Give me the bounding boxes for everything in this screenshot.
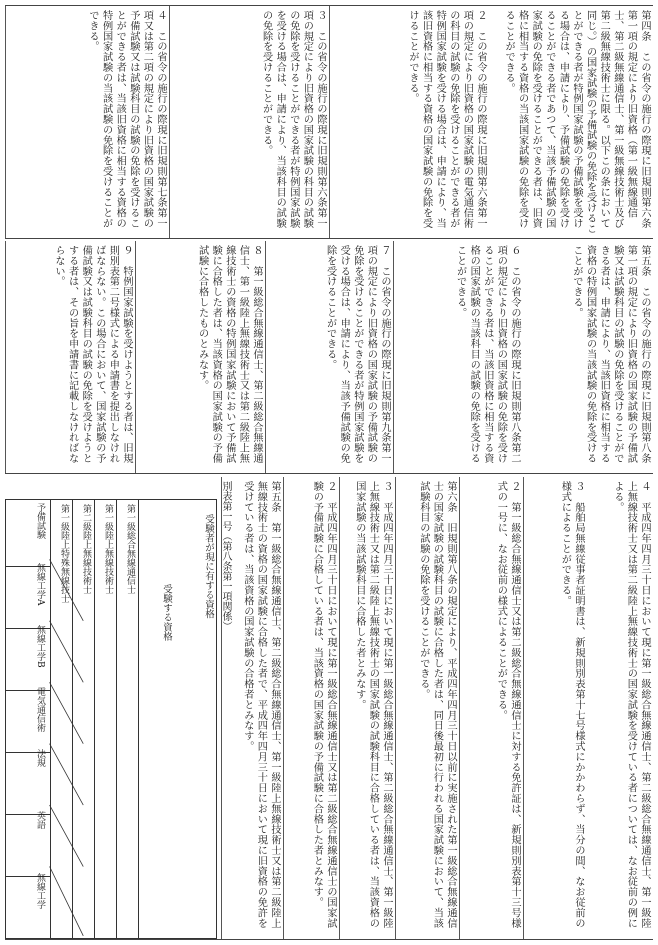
subject-cell: 無線工学A — [6, 560, 50, 629]
table-cell: 第一級総合無線通信士 — [125, 504, 135, 594]
text-column — [265, 241, 393, 473]
qualification-table — [5, 499, 217, 939]
article-paragraph: ８ 第一級総合無線通信士、第二級総合無線通信士、第一級陸上無線技術士又は第二級陸上無線技術士の資格の特例国家試験において予備試験に合格した者は、当該資格の国家試験の予備試験に合格したものとみなす。 — [196, 245, 262, 464]
bottom-section — [5, 477, 653, 940]
article-paragraph: 第五条 第一級総合無線通信士、第二級総合無線通信士、第一級陸上無線技術士又は第二級陸上無線技術士の資格の国家試験に合格した者で、平成四年四月三十日において現に旧資格の免許を受けている者は、当該資格の国家試験の合格者とみなす。 — [241, 481, 280, 929]
subject-cell: 無線工学B — [6, 622, 50, 691]
text-column — [329, 6, 489, 238]
text-column — [169, 6, 329, 238]
article-paragraph: ３ 船舶局無線従事者証明書は、新規則別表第十七号様式にかかわらず、当分の間、なお従前の様式によることができる。 — [559, 481, 584, 929]
subject-cell: 予備試験 — [6, 500, 50, 567]
article-paragraph: ３ この省令の施行の際現に旧規則第六条第一項の規定により旧資格の国家試験の科目の試験の免除を受けることができる者が特例国家試験を受ける場合は、申請により、当該科目の試験の免除を受けることができる。 — [260, 10, 326, 229]
table-header-holder: 受験者が現に有する資格 — [203, 514, 214, 619]
article-paragraph: ３ 平成四年四月三十日において現に第一級総合無線通信士、第二級総合無線通信士、第一級陸上無線技術士又は第二級陸上無線技術士の国家試験の試験科目に合格している者は、当該資格の国家試験の当該試験科目に合格した者とみなす。 — [353, 481, 392, 929]
table-diagonal-lines — [6, 500, 216, 936]
text-column — [395, 477, 459, 939]
text-column — [5, 241, 135, 473]
table-header-exam: 受験する資格 — [161, 584, 172, 641]
article-paragraph: 第六条 旧規則第八条の規定により、平成四年四月三十日以前に実施された第一級総合無線通信士の国家試験の試験科目の試験に合格した者は、同日後最初に行われる国家試験において、当該試験科目の試験の免除を受けることができる。 — [417, 481, 456, 929]
article-paragraph: ２ 第一級総合無線通信士又は第二級総合無線通信士に対する免許証は、新規則別表第十三号様式の一号に、なお従前の様式によることができる。 — [495, 481, 520, 929]
middle-section — [5, 241, 653, 474]
text-column — [459, 477, 523, 939]
table-cell: 第一級陸上無線技術士 — [103, 504, 113, 594]
article-paragraph: ２ 平成四年四月三十日において現に第一級総合無線通信士又は第二級総合無線通信士の国家試験の予備試験に合格している者は、当該資格の国家試験の予備試験に合格した者とみなす。 — [311, 481, 336, 929]
subject-cell: 無線工学 — [35, 873, 45, 909]
article-paragraph: ４ 平成四年四月三十日において現に第一級総合無線通信士、第二級総合無線通信士、第一級陸上無線技術士又は第二級陸上無線技術士の国家試験を受けている者については、なお従前の例による。 — [611, 481, 650, 929]
table-cell: 第二級陸上無線技術士 — [81, 504, 91, 594]
text-column — [523, 241, 653, 473]
text-column — [587, 477, 653, 939]
table-caption: 別表第一号（第八条第一項関係） — [220, 481, 231, 631]
article-paragraph: ２ この省令の施行の際現に旧規則第六条第一項の規定により旧資格の国家試験の電気通信術の科目の試験の免除を受けることができる者が特例国家試験を受ける場合は、申請により、当該旧資格に相当する資格の国家試験の免除を受けることができる。 — [407, 10, 486, 229]
table-cell: 第一級陸上特殊無線技士 — [59, 504, 69, 603]
text-column — [489, 6, 653, 238]
text-column — [5, 6, 169, 238]
article-paragraph: ９ 特例国家試験を受けようとする者は、旧規則別表第二号様式による申請書を提出しなければならない。この場合において、国家試験の予備試験又は試験科目の試験の免除を受けようとする者は、その旨を申請書に記載しなければならない。 — [53, 245, 132, 464]
subject-cell: 法規 — [6, 746, 50, 815]
document-page — [5, 5, 653, 940]
article-paragraph: 第四条 この省令の施行の際現に旧規則第六条第一項の規定により旧資格（第一級無線通信士、第二級無線通信士、第一級無線技術士及び第二級無線技術士に限る。以下この条において同じ。）の国家試験の予備試験の免除を受けることができる者が特例国家試験の予備試験を受ける場合は、申請により、予備試験の免除を受けることができる者であつて、当該予備試験の国家試験の免除を受けることができる者は、旧資格に相当する資格の当該国家試験の免除を受けることができる。 — [503, 10, 650, 234]
article-paragraph: ７ この省令の施行の際現に旧規則第九条第一項の規定により旧資格の国家試験の予備試験の免除を受けることができる者が特例国家試験を受ける場合は、申請により、当該予備試験の免除を受けることができる。 — [324, 245, 390, 464]
text-column — [283, 477, 339, 939]
text-column — [135, 241, 265, 473]
text-column — [339, 477, 395, 939]
subject-cell: 電気通信術 — [6, 684, 50, 753]
subject-cell: 英語 — [6, 808, 50, 877]
article-paragraph: ４ この省令の施行の際現に旧規則第七条第一項又は第二項の規定により旧資格の国家試験の予備試験又は試験科目の試験の免除を受けることができる者は、当該旧資格に相当する資格の特例国家試験の当該試験の免除を受けることができる。 — [87, 10, 166, 229]
text-column — [523, 477, 587, 939]
article-paragraph: ６ この省令の施行の際現に旧規則第八条第二項の規定により旧資格の国家試験の免除を受けることができる者は、当該旧資格に相当する資格の国家試験の当該科目の試験の免除を受けることができる。 — [454, 245, 520, 464]
text-column — [393, 241, 523, 473]
article-paragraph: 第五条 この省令の施行の際現に旧規則第八条第一項の規定により旧資格の国家試験の予備試験又は試験科目の試験の免除を受けることができる者は、申請により、当該旧資格に相当する資格の特例国家試験の当該試験の免除を受けることができる。 — [571, 245, 650, 464]
top-section — [5, 5, 653, 239]
